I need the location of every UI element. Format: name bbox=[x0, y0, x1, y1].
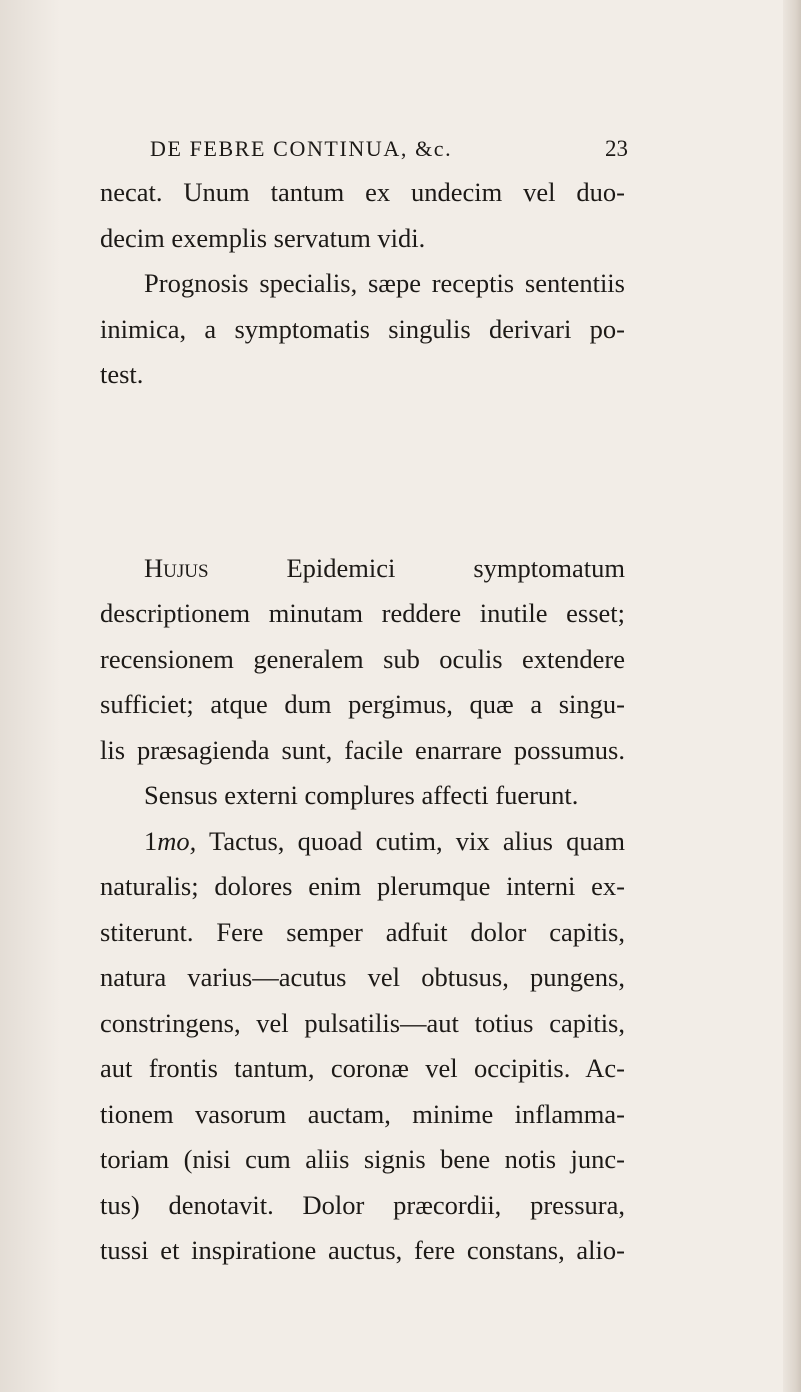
paragraph-start-line bbox=[100, 819, 625, 865]
text-line: decim exemplis servatum vidi. bbox=[100, 222, 426, 253]
section-gap bbox=[100, 398, 625, 546]
text-line: tionem vasorum auctam, minime inflamma- bbox=[100, 1098, 625, 1129]
text-line: sufficiet; atque dum pergimus, quæ a singu- bbox=[100, 689, 625, 719]
text-line: naturalis; dolores enim plerumque interni ex- bbox=[100, 871, 625, 901]
text-line: necat. Unum tantum ex undecim vel duo- bbox=[100, 177, 625, 207]
page-edge bbox=[783, 0, 801, 1392]
page-shadow bbox=[0, 0, 60, 1392]
text-line: recensionem generalem sub oculis extendere bbox=[100, 643, 625, 674]
body-text bbox=[100, 170, 625, 1274]
text-line: inimica, a symptomatis singulis derivari po- bbox=[100, 313, 625, 344]
text-line: constringens, vel pulsatilis—aut totius capitis, bbox=[100, 1007, 625, 1038]
text-line: aut frontis tantum, coronæ vel occipitis. Ac- bbox=[100, 1053, 625, 1083]
text-line: tus) denotavit. Dolor præcordii, pressura, bbox=[100, 1189, 625, 1220]
text-line: toriam (nisi cum aliis signis bene notis junc- bbox=[100, 1144, 625, 1174]
page-number: 23 bbox=[605, 136, 628, 161]
running-head bbox=[150, 134, 628, 164]
text-span: Epidemici symptomatum bbox=[208, 552, 625, 583]
paragraph-start-line bbox=[100, 546, 625, 592]
paragraph-start-line: Prognosis specialis, sæpe receptis sententiis bbox=[144, 268, 625, 298]
text-line: stiterunt. Fere semper adfuit dolor capitis, bbox=[100, 916, 625, 947]
ordinal-suffix: mo, bbox=[157, 825, 197, 856]
text-line: lis præsagienda sunt, facile enarrare possumus. bbox=[100, 734, 625, 765]
text-line: natura varius—acutus vel obtusus, pungens, bbox=[100, 962, 625, 992]
text-span: Tactus, quoad cutim, vix alius quam bbox=[196, 825, 625, 856]
paragraph-start-line: Sensus externi complures affecti fuerunt. bbox=[144, 780, 579, 810]
text-line: test. bbox=[100, 359, 144, 389]
small-caps-word: Hujus bbox=[144, 552, 209, 583]
text-line: descriptionem minutam reddere inutile esset; bbox=[100, 598, 625, 628]
ordinal-number: 1 bbox=[144, 825, 158, 856]
text-line: tussi et inspiratione auctus, fere constans, alio- bbox=[100, 1235, 625, 1265]
running-title: DE FEBRE CONTINUA, &c. bbox=[150, 136, 453, 161]
